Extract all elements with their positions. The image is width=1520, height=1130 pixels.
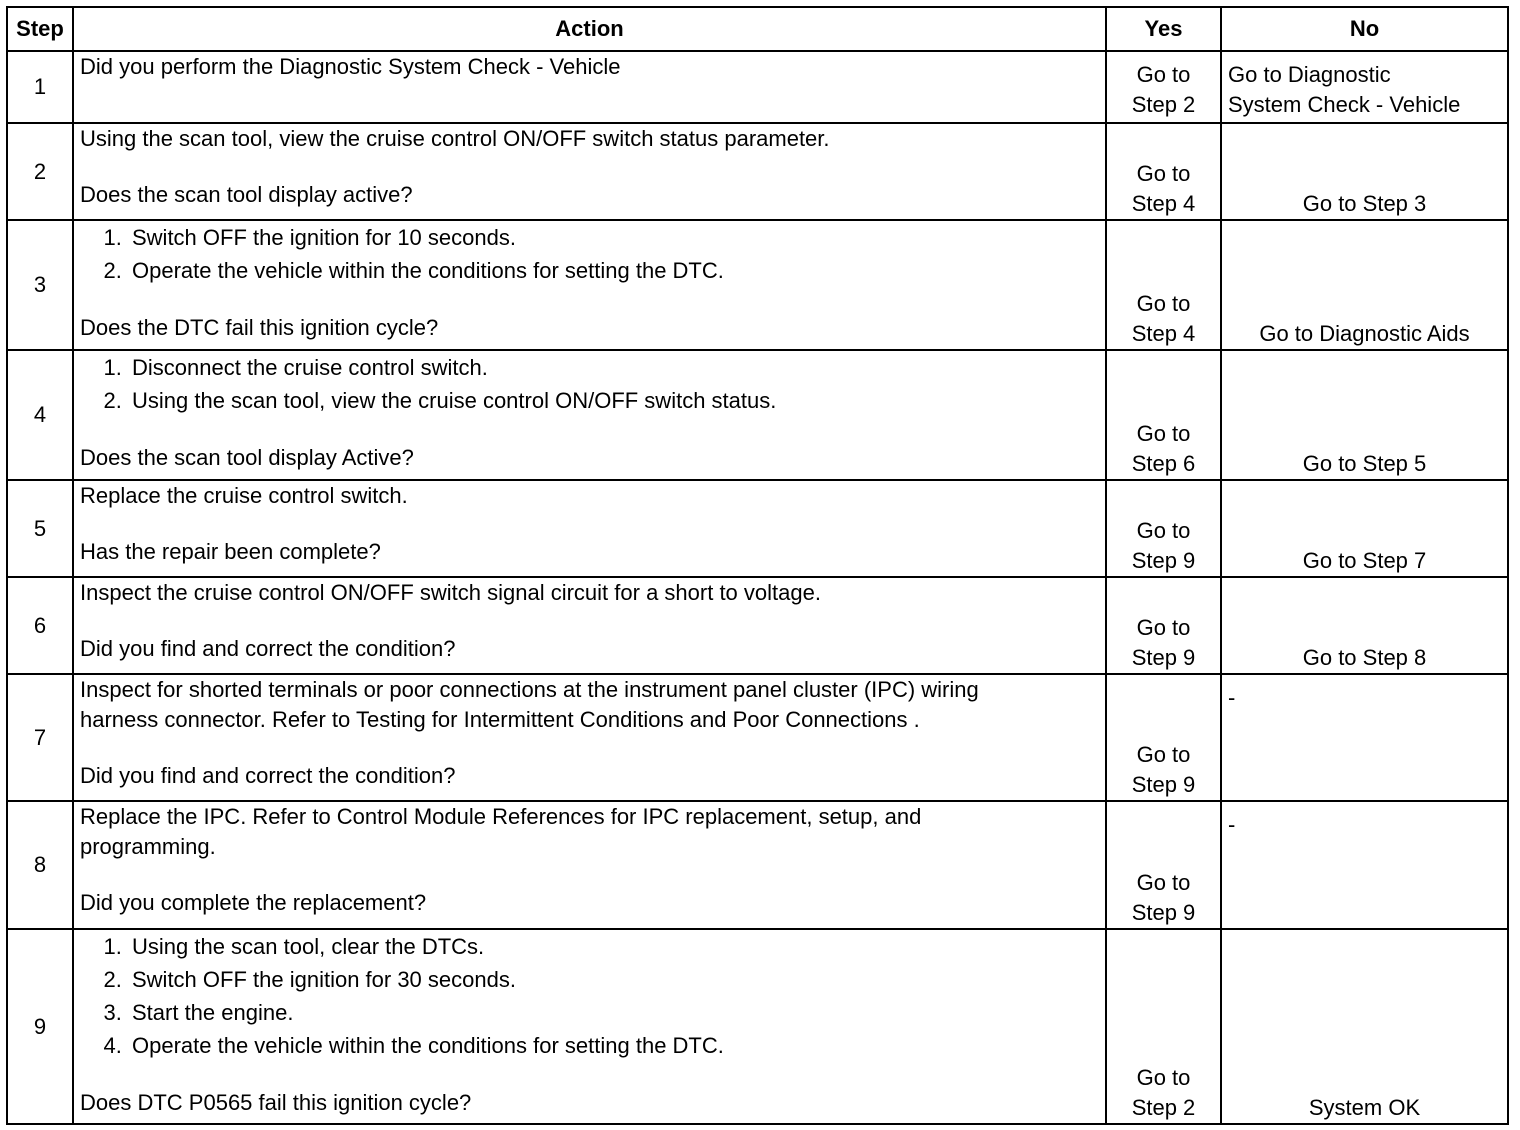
action-cell xyxy=(73,123,1106,220)
action-question: Did you complete the replacement? xyxy=(80,890,427,915)
header-no: No xyxy=(1221,7,1508,51)
yes-line: Step 9 xyxy=(1131,548,1196,573)
yes-line: Step 2 xyxy=(1131,1095,1196,1120)
yes-cell xyxy=(1106,123,1221,220)
step-number: 1 xyxy=(7,51,73,123)
no-cell xyxy=(1221,51,1508,123)
no-cell: Go to Step 8 xyxy=(1221,577,1508,674)
substep-item: 1. Disconnect the cruise control switch. xyxy=(128,351,1099,384)
action-text: Inspect for shorted terminals or poor connections at the instrument panel cluster (IPC) wiring xyxy=(80,677,979,702)
header-row xyxy=(7,7,1508,51)
yes-cell xyxy=(1106,220,1221,350)
yes-line: Step 9 xyxy=(1131,645,1196,670)
action-question: Did you find and correct the condition? xyxy=(80,763,456,788)
action-text: Did you perform the Diagnostic System Check - Vehicle xyxy=(80,54,621,79)
yes-line: Step 9 xyxy=(1131,900,1196,925)
yes-line: Step 9 xyxy=(1131,772,1196,797)
action-text: Replace the IPC. Refer to Control Module References for IPC replacement, setup, and xyxy=(80,804,922,829)
action-cell xyxy=(73,220,1106,350)
action-cell xyxy=(73,577,1106,674)
table-row xyxy=(7,801,1508,929)
no-cell: System OK xyxy=(1221,929,1508,1124)
yes-line: Go to xyxy=(1136,742,1191,767)
action-text: Inspect the cruise control ON/OFF switch signal circuit for a short to voltage. xyxy=(80,580,821,605)
action-text: Replace the cruise control switch. xyxy=(80,483,408,508)
action-cell xyxy=(73,674,1106,801)
yes-line: Step 6 xyxy=(1131,451,1196,476)
action-text: harness connector. Refer to Testing for Intermittent Conditions and Poor Connections . xyxy=(80,707,920,732)
step-number: 4 xyxy=(7,350,73,480)
yes-line: Go to xyxy=(1136,421,1191,446)
table-row xyxy=(7,674,1508,801)
yes-cell xyxy=(1106,929,1221,1124)
action-cell xyxy=(73,480,1106,577)
action-cell xyxy=(73,350,1106,480)
substep-item: 1. Switch OFF the ignition for 10 seconds. xyxy=(128,221,1099,254)
yes-line: Go to xyxy=(1136,870,1191,895)
action-question: Does the scan tool display Active? xyxy=(80,445,414,470)
action-cell xyxy=(73,801,1106,929)
substep-item: 2. Operate the vehicle within the conditions for setting the DTC. xyxy=(128,254,1099,287)
yes-line: Step 4 xyxy=(1131,191,1196,216)
yes-cell xyxy=(1106,51,1221,123)
yes-cell xyxy=(1106,350,1221,480)
action-question: Does the scan tool display active? xyxy=(80,182,413,207)
table-row xyxy=(7,480,1508,577)
yes-cell xyxy=(1106,801,1221,929)
substep-item: 2. Switch OFF the ignition for 30 seconds. xyxy=(128,963,1099,996)
step-number: 5 xyxy=(7,480,73,577)
step-number: 3 xyxy=(7,220,73,350)
no-cell: Go to Step 7 xyxy=(1221,480,1508,577)
step-number: 2 xyxy=(7,123,73,220)
yes-line: Step 4 xyxy=(1131,321,1196,346)
no-cell: - xyxy=(1221,674,1508,801)
yes-cell xyxy=(1106,674,1221,801)
substep-item: 4. Operate the vehicle within the conditions for setting the DTC. xyxy=(128,1029,1099,1062)
yes-line: Go to xyxy=(1136,1065,1191,1090)
header-yes: Yes xyxy=(1106,7,1221,51)
yes-line: Step 2 xyxy=(1131,92,1196,117)
no-cell: Go to Step 5 xyxy=(1221,350,1508,480)
yes-line: Go to xyxy=(1136,615,1191,640)
step-number: 6 xyxy=(7,577,73,674)
action-question: Has the repair been complete? xyxy=(80,539,381,564)
step-number: 8 xyxy=(7,801,73,929)
no-line: System Check - Vehicle xyxy=(1228,92,1461,117)
yes-cell xyxy=(1106,577,1221,674)
diagnostic-table xyxy=(6,6,1509,1125)
action-question: Does the DTC fail this ignition cycle? xyxy=(80,315,439,340)
yes-line: Go to xyxy=(1136,62,1191,87)
no-cell: - xyxy=(1221,801,1508,929)
step-number: 9 xyxy=(7,929,73,1124)
substep-item: 2. Using the scan tool, view the cruise control ON/OFF switch status. xyxy=(128,384,1099,417)
action-question: Did you find and correct the condition? xyxy=(80,636,456,661)
yes-cell xyxy=(1106,480,1221,577)
header-action: Action xyxy=(73,7,1106,51)
action-cell xyxy=(73,929,1106,1124)
yes-line: Go to xyxy=(1136,161,1191,186)
no-cell: Go to Step 3 xyxy=(1221,123,1508,220)
substep-list xyxy=(80,930,1099,1062)
table-row xyxy=(7,220,1508,350)
table-row xyxy=(7,577,1508,674)
action-text: programming. xyxy=(80,834,216,859)
step-number: 7 xyxy=(7,674,73,801)
header-step: Step xyxy=(7,7,73,51)
table-row xyxy=(7,51,1508,123)
action-text: Using the scan tool, view the cruise control ON/OFF switch status parameter. xyxy=(80,126,830,151)
substep-item: 1. Using the scan tool, clear the DTCs. xyxy=(128,930,1099,963)
substep-list xyxy=(80,351,1099,417)
no-cell: Go to Diagnostic Aids xyxy=(1221,220,1508,350)
no-line: Go to Diagnostic xyxy=(1228,62,1391,87)
substep-item: 3. Start the engine. xyxy=(128,996,1099,1029)
substep-list xyxy=(80,221,1099,287)
yes-line: Go to xyxy=(1136,291,1191,316)
action-question: Does DTC P0565 fail this ignition cycle? xyxy=(80,1090,472,1115)
table-row xyxy=(7,123,1508,220)
action-cell xyxy=(73,51,1106,123)
yes-line: Go to xyxy=(1136,518,1191,543)
table-row xyxy=(7,929,1508,1124)
table-row xyxy=(7,350,1508,480)
